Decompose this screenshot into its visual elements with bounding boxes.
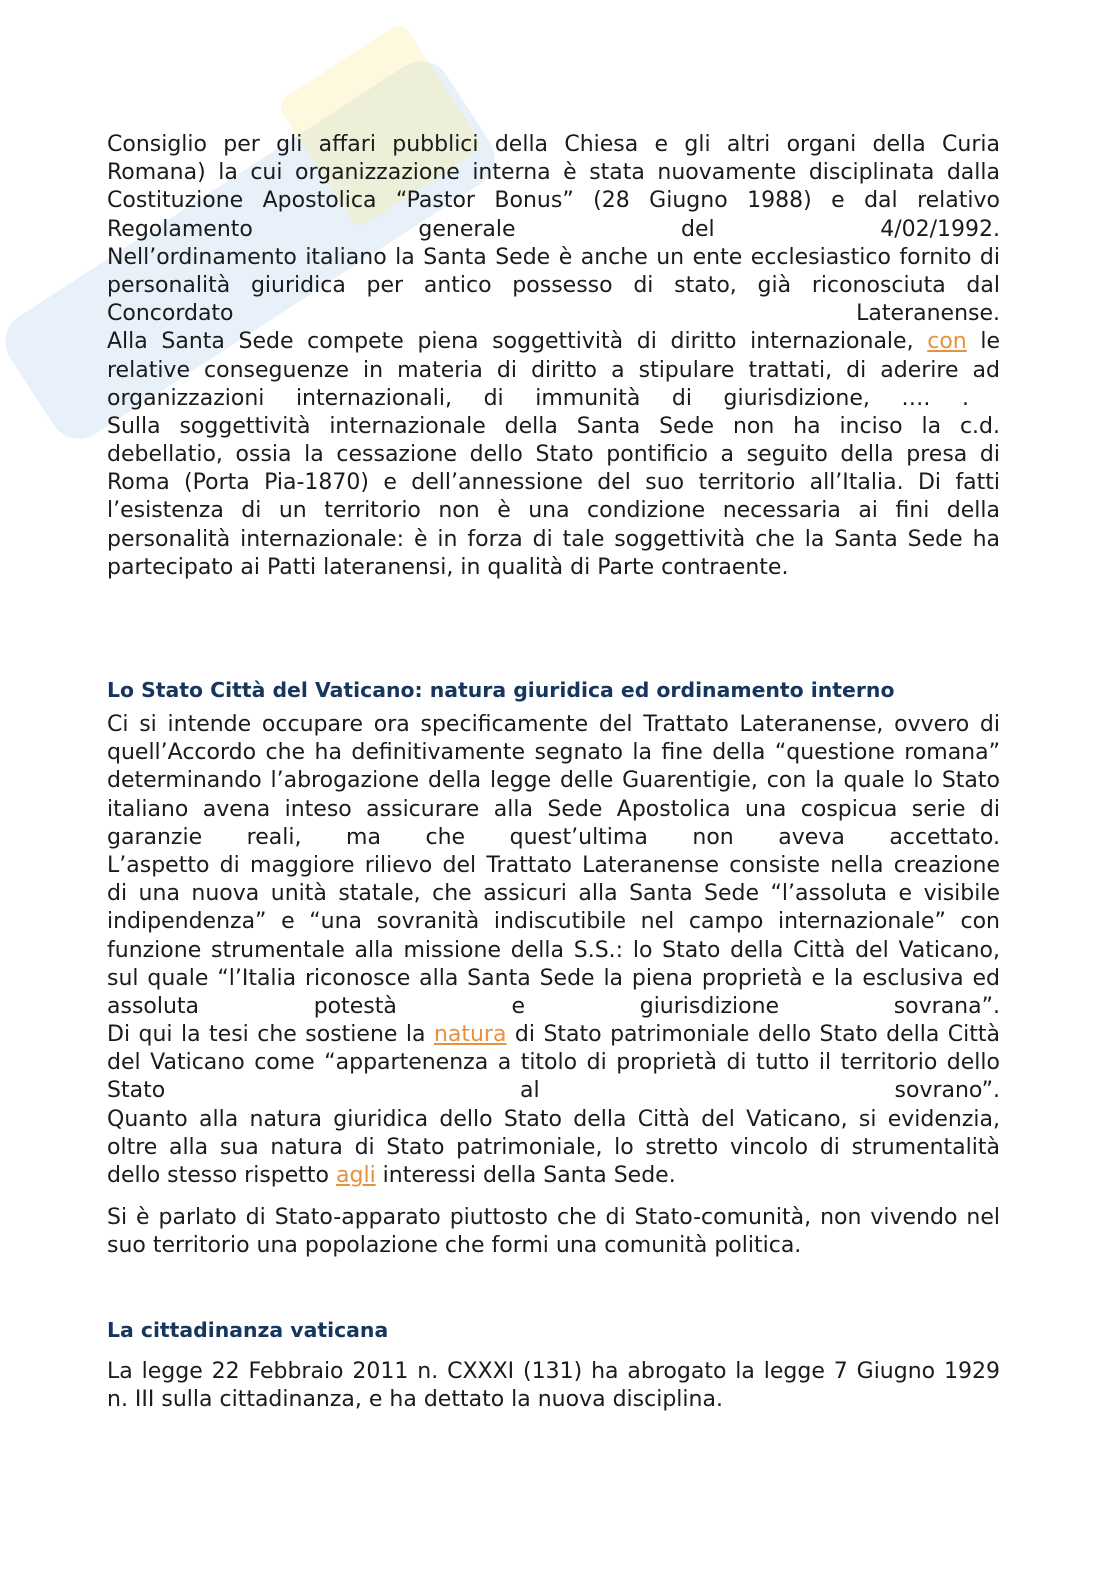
section-heading-cittadinanza: La cittadinanza vaticana xyxy=(107,1318,389,1342)
text-segment: le xyxy=(966,329,1001,355)
text-line: suo territorio una popolazione che formi una comunità politica. xyxy=(107,1233,802,1259)
text-line: quell’Accordo che ha definitivamente segnato la fine della “questione romana” xyxy=(107,740,1000,766)
text-line: organizzazioni internazionali, di immunità di giurisdizione, …. . xyxy=(107,385,969,411)
text-line: debellatio, ossia la cessazione dello Stato pontificio a seguito della presa di xyxy=(107,442,1000,468)
text-segment: Alla Santa Sede compete piena soggettività di diritto internazionale, xyxy=(107,329,928,355)
text-line: Costituzione Apostolica “Pastor Bonus” (28 Giugno 1988) e dal relativo xyxy=(107,188,1000,214)
text-line: Nell’ordinamento italiano la Santa Sede è anche un ente ecclesiastico fornito di xyxy=(107,244,1000,270)
text-line: Sulla soggettività internazionale della Santa Sede non ha inciso la c.d. xyxy=(107,413,1000,439)
text-line: indipendenza” e “una sovranità indiscutibile nel campo internazionale” con xyxy=(107,909,1000,935)
text-line: relative conseguenze in materia di diritto a stipulare trattati, di aderire ad xyxy=(107,357,1000,383)
text-line: Si è parlato di Stato-apparato piuttosto che di Stato-comunità, non vivendo nel xyxy=(107,1205,1000,1230)
paragraph-cittadinanza xyxy=(107,1358,1000,1414)
text-line: assoluta potestà e giurisdizione sovrana”. xyxy=(107,993,1000,1019)
text-line: l’esistenza di un territorio non è una condizione necessaria ai fini della xyxy=(107,498,1000,524)
text-line: n. III sulla cittadinanza, e ha dettato la nuova disciplina. xyxy=(107,1387,723,1413)
text-line xyxy=(107,328,1000,356)
text-line: garanzie reali, ma che quest’ultima non aveva accettato. xyxy=(107,824,1000,850)
text-line: Quanto alla natura giuridica dello Stato della Città del Vaticano, si evidenzia, xyxy=(107,1106,1000,1132)
text-line xyxy=(107,1021,1000,1049)
text-line: Roma (Porta Pia-1870) e dell’annessione del suo territorio all’Italia. Di fatti xyxy=(107,470,1000,496)
text-line: personalità internazionale: è in forza di tale soggettività che la Santa Sede ha xyxy=(107,526,1000,552)
text-line xyxy=(107,1162,1000,1190)
link-con[interactable]: con xyxy=(927,329,967,355)
text-line: L’aspetto di maggiore rilievo del Trattato Lateranense consiste nella creazione xyxy=(107,852,1000,878)
text-segment: di Stato patrimoniale dello Stato della Città xyxy=(506,1022,1000,1048)
text-line: italiano avena inteso assicurare alla Sede Apostolica una cospicua serie di xyxy=(107,796,1000,822)
text-line: di una nuova unità statale, che assicuri alla Santa Sede “l’assoluta e visibile xyxy=(107,881,1000,907)
text-line: sul quale “l’Italia riconosce alla Santa Sede la piena proprietà e la esclusiva ed xyxy=(107,965,1000,991)
paragraph-trattato-lateranense xyxy=(107,711,1000,1190)
text-line: Ci si intende occupare ora specificamente del Trattato Lateranense, ovvero di xyxy=(107,712,1000,737)
text-line: La legge 22 Febbraio 2011 n. CXXXI (131) ha abrogato la legge 7 Giugno 1929 xyxy=(107,1359,1000,1384)
text-line: Concordato Lateranense. xyxy=(107,301,1000,327)
text-line: oltre alla sua natura di Stato patrimoniale, lo stretto vincolo di strumentalità xyxy=(107,1134,1000,1160)
text-line: funzione strumentale alla missione della S.S.: lo Stato della Città del Vaticano, xyxy=(107,937,1000,963)
link-natura[interactable]: natura xyxy=(433,1022,507,1048)
text-line: Consiglio per gli affari pubblici della Chiesa e gli altri organi della Curia xyxy=(107,132,1000,157)
text-segment: interessi della Santa Sede. xyxy=(375,1163,676,1188)
text-line: del Vaticano come “appartenenza a titolo di proprietà di tutto il territorio dello xyxy=(107,1050,1000,1076)
paragraph-santa-sede xyxy=(107,131,1000,582)
text-line: personalità giuridica per antico possesso di stato, già riconosciuta dal xyxy=(107,272,1000,298)
section-heading-stato-vaticano: Lo Stato Città del Vaticano: natura giuridica ed ordinamento interno xyxy=(107,678,895,702)
link-agli[interactable]: agli xyxy=(336,1163,376,1188)
text-segment: Di qui la tesi che sostiene la xyxy=(107,1022,434,1048)
text-line: Regolamento generale del 4/02/1992. xyxy=(107,216,1000,242)
paragraph-stato-apparato xyxy=(107,1204,1000,1260)
text-line: Stato al sovrano”. xyxy=(107,1078,1000,1104)
text-line: determinando l’abrogazione della legge delle Guarentigie, con la quale lo Stato xyxy=(107,768,1000,794)
text-segment: dello stesso rispetto xyxy=(107,1163,337,1188)
text-line: Romana) la cui organizzazione interna è stata nuovamente disciplinata dalla xyxy=(107,160,1000,186)
text-line: partecipato ai Patti lateranensi, in qualità di Parte contraente. xyxy=(107,554,789,580)
